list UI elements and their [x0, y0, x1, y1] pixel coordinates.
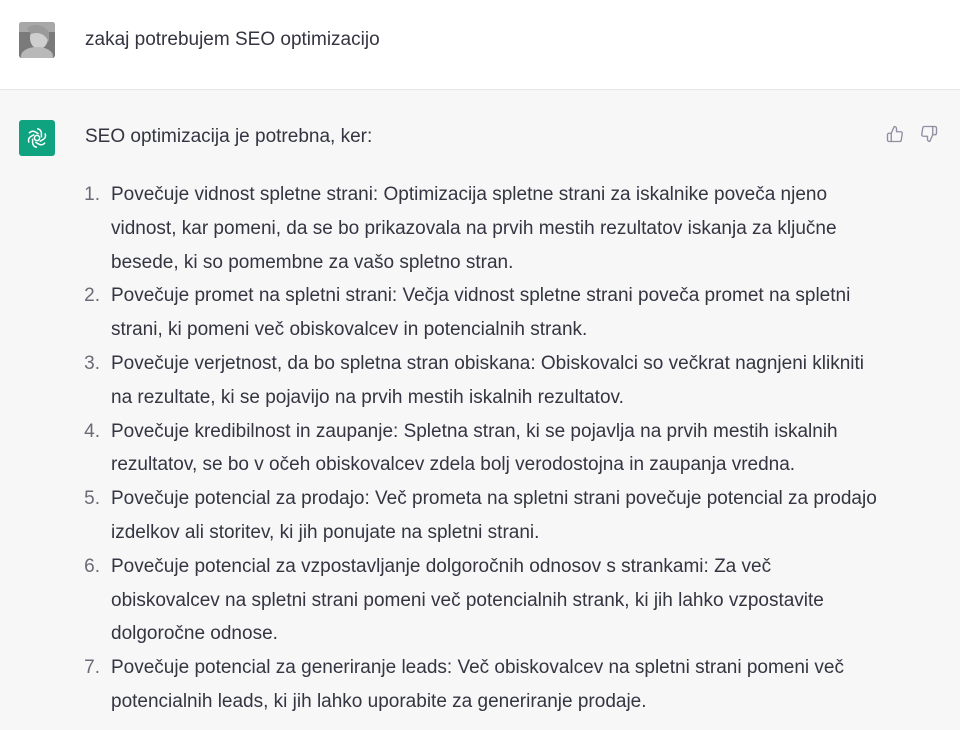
- list-item: [84, 347, 881, 415]
- assistant-intro-text: SEO optimizacija je potrebna, ker:: [85, 126, 373, 147]
- openai-logo-icon: [19, 120, 55, 156]
- list-item-number: 2.: [84, 285, 100, 307]
- list-item-text: Povečuje promet na spletni strani: Večja vidnost spletne strani poveča promet na spletni strani, ki pomeni več obiskovalcev in potencialnih strank.: [111, 285, 851, 341]
- list-item-text: Povečuje vidnost spletne strani: Optimizacija spletne strani za iskalnike poveča njeno vidnost, kar pomeni, da se bo prikazovala na prvih mestih rezultatov iskanja za ključne besede, ki so pomembne za vašo spletno stran.: [111, 184, 837, 273]
- user-message-row: [0, 0, 960, 90]
- thumbs-up-icon[interactable]: [884, 123, 906, 145]
- list-item-number: 4.: [84, 420, 100, 442]
- answer-list: [84, 178, 881, 719]
- list-item-text: Povečuje kredibilnost in zaupanje: Spletna stran, ki se pojavlja na prvih mestih iskalnih rezultatov, se bo v očeh obiskovalcev zdela bolj verodostojna in zaupanja vredna.: [111, 420, 838, 476]
- list-item: [84, 178, 881, 279]
- list-item-text: Povečuje potencial za prodajo: Več prometa na spletni strani povečuje potencial za prodajo izdelkov ali storitev, ki jih ponujate na spletni strani.: [111, 488, 877, 543]
- list-item-number: 6.: [84, 555, 100, 577]
- list-item-number: 7.: [84, 657, 100, 679]
- list-item-text: Povečuje verjetnost, da bo spletna stran obiskana: Obiskovalci so večkrat nagnjeni klikniti na rezultate, ki se pojavijo na prvih mestih iskalnih rezultatov.: [111, 352, 865, 408]
- assistant-message-row: [0, 90, 960, 730]
- list-item: [84, 550, 881, 651]
- list-item-text: Povečuje potencial za vzpostavljanje dolgoročnih odnosov s strankami: Za več obiskovalcev na spletni strani pomeni več potencialnih strank, ki jih lahko vzpostavite dolgoročne odnose.: [111, 555, 824, 645]
- user-avatar: [19, 22, 55, 58]
- list-item-number: 1.: [84, 184, 100, 205]
- list-item: [84, 482, 881, 550]
- list-item-number: 3.: [84, 352, 100, 374]
- user-message-text: zakaj potrebujem SEO optimizacijo: [85, 29, 380, 50]
- list-item: [84, 651, 881, 719]
- list-item: [84, 415, 881, 483]
- list-item-text: Povečuje potencial za generiranje leads: Več obiskovalcev na spletni strani pomeni več potencialnih leads, ki jih lahko uporabite za generiranje prodaje.: [111, 657, 844, 712]
- list-item: [84, 279, 881, 347]
- thumbs-down-icon[interactable]: [918, 123, 940, 145]
- list-item-number: 5.: [84, 488, 100, 510]
